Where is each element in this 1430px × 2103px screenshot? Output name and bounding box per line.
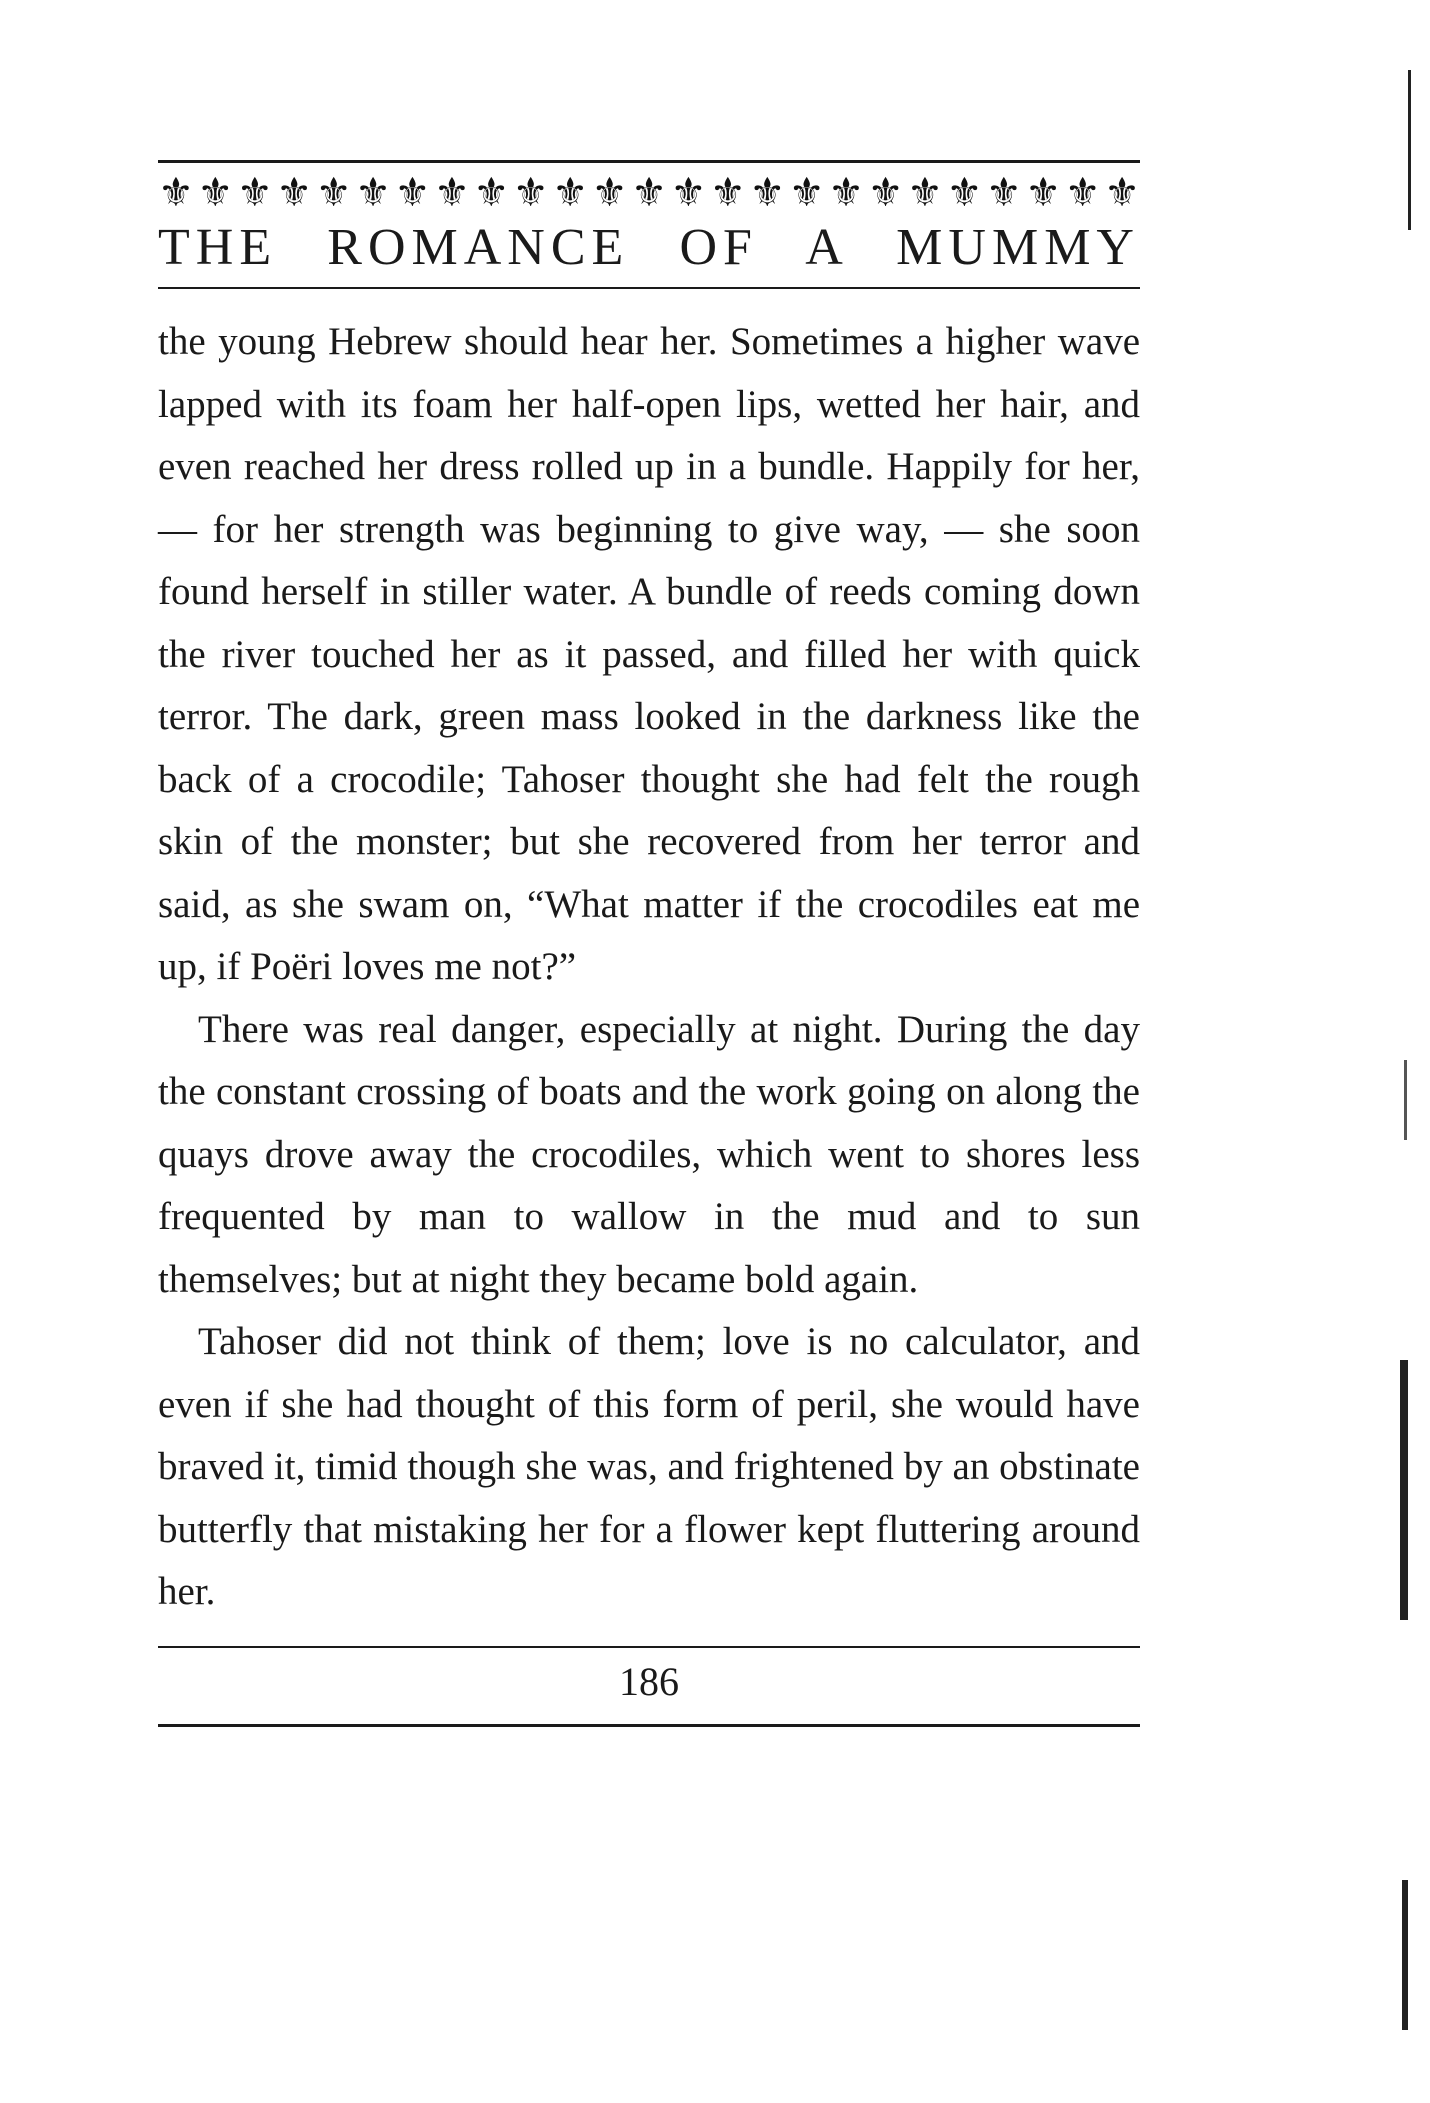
fleuron-icon: ⚜ — [552, 170, 589, 215]
fleuron-icon: ⚜ — [749, 170, 786, 215]
fleuron-icon: ⚜ — [394, 170, 431, 215]
fleuron-icon: ⚜ — [512, 170, 549, 215]
fleuron-icon: ⚜ — [433, 170, 470, 215]
fleuron-icon: ⚜ — [158, 170, 194, 215]
fleuron-icon: ⚜ — [315, 170, 352, 215]
scan-edge-mark — [1400, 1360, 1408, 1620]
fleuron-icon: ⚜ — [946, 170, 983, 215]
paragraph-1: the young Hebrew should hear her. Sometimes a higher wave lapped with its foam her half-open lips, wetted her hair, and even reached her dress rolled up in a bundle. Happily for her, — for her strength was beginning to give way, — she soon found herself in stiller water. A bundle of reeds coming down the river touched her as it passed, and filled her with quick terror. The dark, green mass looked in the darkness like the back of a crocodile; Tahoser thought she had felt the rough skin of the monster; but she recovered from her terror and said, as she swam on, “What matter if the crocodiles eat me up, if Poëri loves me not?” — [158, 320, 1140, 988]
fleuron-icon: ⚜ — [709, 170, 746, 215]
scan-edge-mark — [1408, 70, 1411, 230]
fleuron-icon: ⚜ — [670, 170, 707, 215]
body-text — [158, 311, 1140, 1624]
fleuron-icon: ⚜ — [985, 170, 1022, 215]
fleuron-icon: ⚜ — [355, 170, 391, 215]
fleuron-icon: ⚜ — [197, 170, 234, 215]
fleuron-ornament-row — [158, 167, 1140, 219]
fleuron-icon: ⚜ — [828, 170, 865, 215]
footer-top-rule — [158, 1646, 1140, 1648]
header-bottom-rule — [158, 287, 1140, 289]
fleuron-icon: ⚜ — [591, 170, 628, 215]
book-page — [158, 160, 1140, 1727]
fleuron-icon: ⚜ — [1104, 170, 1140, 215]
fleuron-icon: ⚜ — [276, 170, 313, 215]
scan-edge-mark — [1402, 1880, 1408, 2030]
fleuron-icon: ⚜ — [1025, 170, 1062, 215]
fleuron-icon: ⚜ — [867, 170, 904, 215]
paragraph-3: Tahoser did not think of them; love is no calculator, and even if she had thought of this form of peril, she would have braved it, timid though she was, and frightened by an obstinate butterfly that mistaking her for a flower kept fluttering around her. — [158, 1320, 1140, 1613]
scan-edge-mark — [1404, 1060, 1407, 1140]
fleuron-icon: ⚜ — [631, 170, 667, 215]
fleuron-icon: ⚜ — [1064, 170, 1101, 215]
header-top-rule — [158, 160, 1140, 163]
fleuron-icon: ⚜ — [907, 170, 943, 215]
fleuron-icon: ⚜ — [236, 170, 273, 215]
paragraph-2: There was real danger, especially at night. During the day the constant crossing of boats and the work going on along the quays drove away the crocodiles, which went to shores less frequented by man to wallow in the mud and to sun themselves; but at night they became bold again. — [158, 1007, 1140, 1301]
footer-bottom-rule — [158, 1724, 1140, 1727]
page-number: 186 — [619, 1658, 679, 1704]
running-title: THE ROMANCE OF A MUMMY — [158, 219, 1140, 276]
fleuron-icon: ⚜ — [788, 170, 825, 215]
fleuron-icon: ⚜ — [473, 170, 510, 215]
